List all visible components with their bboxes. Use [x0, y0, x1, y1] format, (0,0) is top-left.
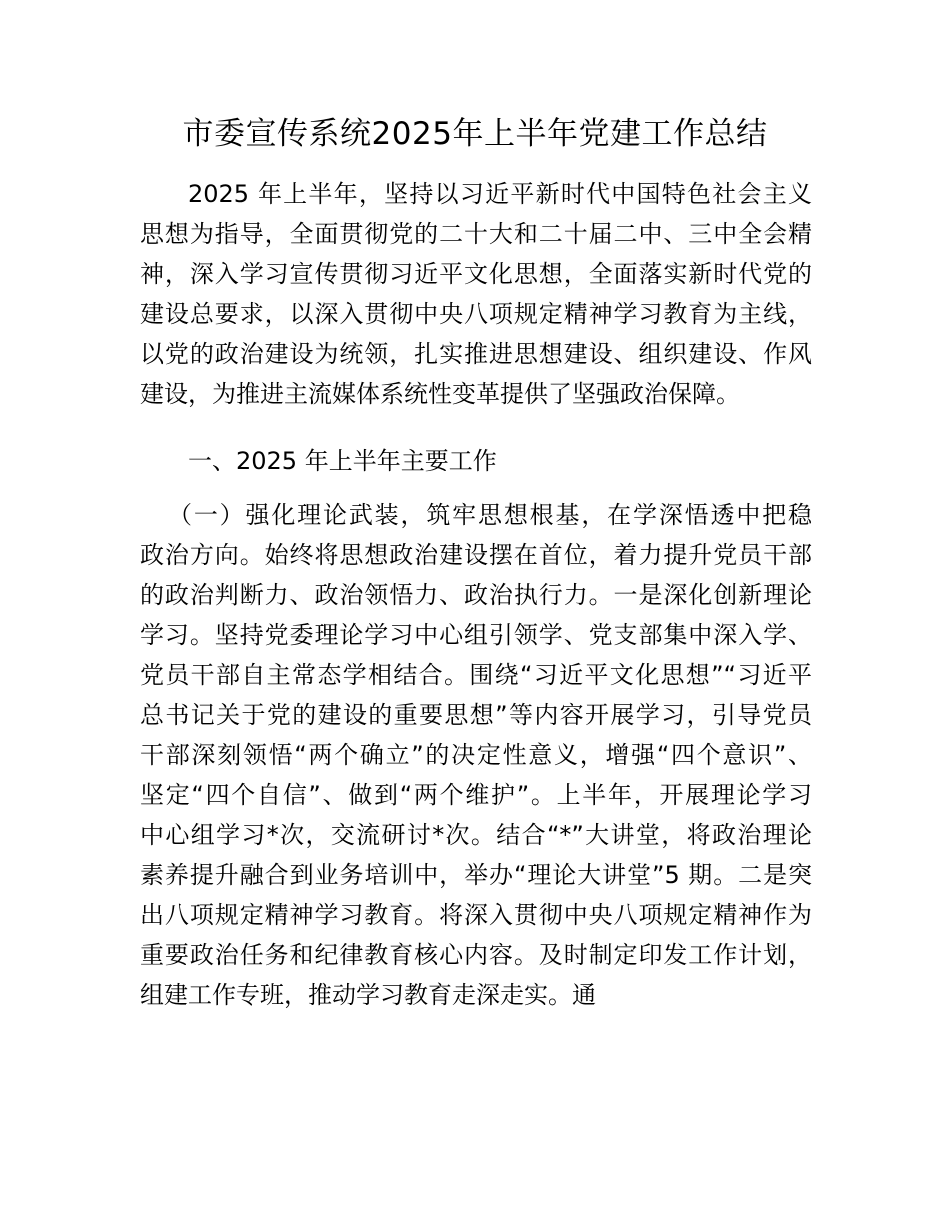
paragraph-line: 干部深刻领悟“两个确立”的决定性意义，增强“四个意识”、: [140, 741, 812, 769]
paragraph-line: 建设总要求，以深入贯彻中央八项规定精神学习教育为主线，: [140, 300, 812, 328]
section-heading: 一、2025 年上半年主要工作: [188, 447, 497, 475]
paragraph-line: 坚定“四个自信”、做到“两个维护”。上半年，开展理论学习: [140, 781, 812, 809]
paragraph-line: 以党的政治建设为统领，扎实推进思想建设、组织建设、作风: [140, 340, 812, 368]
paragraph-line: 总书记关于党的建设的重要思想”等内容开展学习，引导党员: [140, 701, 812, 729]
paragraph-line: （一）强化理论武装，筑牢思想根基，在学深悟透中把稳: [168, 501, 812, 529]
paragraph-line: 政治方向。始终将思想政治建设摆在首位，着力提升党员干部: [140, 541, 812, 569]
paragraph-line: 神，深入学习宣传贯彻习近平文化思想，全面落实新时代党的: [140, 260, 812, 288]
paragraph-line: 建设，为推进主流媒体系统性变革提供了坚强政治保障。: [140, 380, 740, 408]
paragraph-line: 素养提升融合到业务培训中，举办“理论大讲堂”5 期。二是突: [140, 861, 812, 889]
paragraph-line: 学习。坚持党委理论学习中心组引领学、党支部集中深入学、: [140, 621, 812, 649]
intro-paragraph: [140, 174, 812, 414]
section-heading-block: [140, 441, 812, 481]
subsection-paragraph: [140, 495, 812, 1015]
paragraph-line: 中心组学习*次，交流研讨*次。结合“*”大讲堂，将政治理论: [140, 821, 812, 849]
paragraph-line: 重要政治任务和纪律教育核心内容。及时制定印发工作计划，: [140, 941, 812, 969]
paragraph-line: 思想为指导，全面贯彻党的二十大和二十届二中、三中全会精: [140, 220, 812, 248]
paragraph-line: 党员干部自主常态学相结合。围绕“习近平文化思想”“习近平: [140, 661, 812, 689]
paragraph-line: 2025 年上半年，坚持以习近平新时代中国特色社会主义: [188, 180, 812, 208]
document-title: 市委宣传系统2025年上半年党建工作总结: [182, 116, 768, 152]
paragraph-line: 出八项规定精神学习教育。将深入贯彻中央八项规定精神作为: [140, 901, 812, 929]
paragraph-line: 的政治判断力、政治领悟力、政治执行力。一是深化创新理论: [140, 581, 812, 609]
paragraph-line: 组建工作专班，推动学习教育走深走实。通: [140, 981, 596, 1009]
